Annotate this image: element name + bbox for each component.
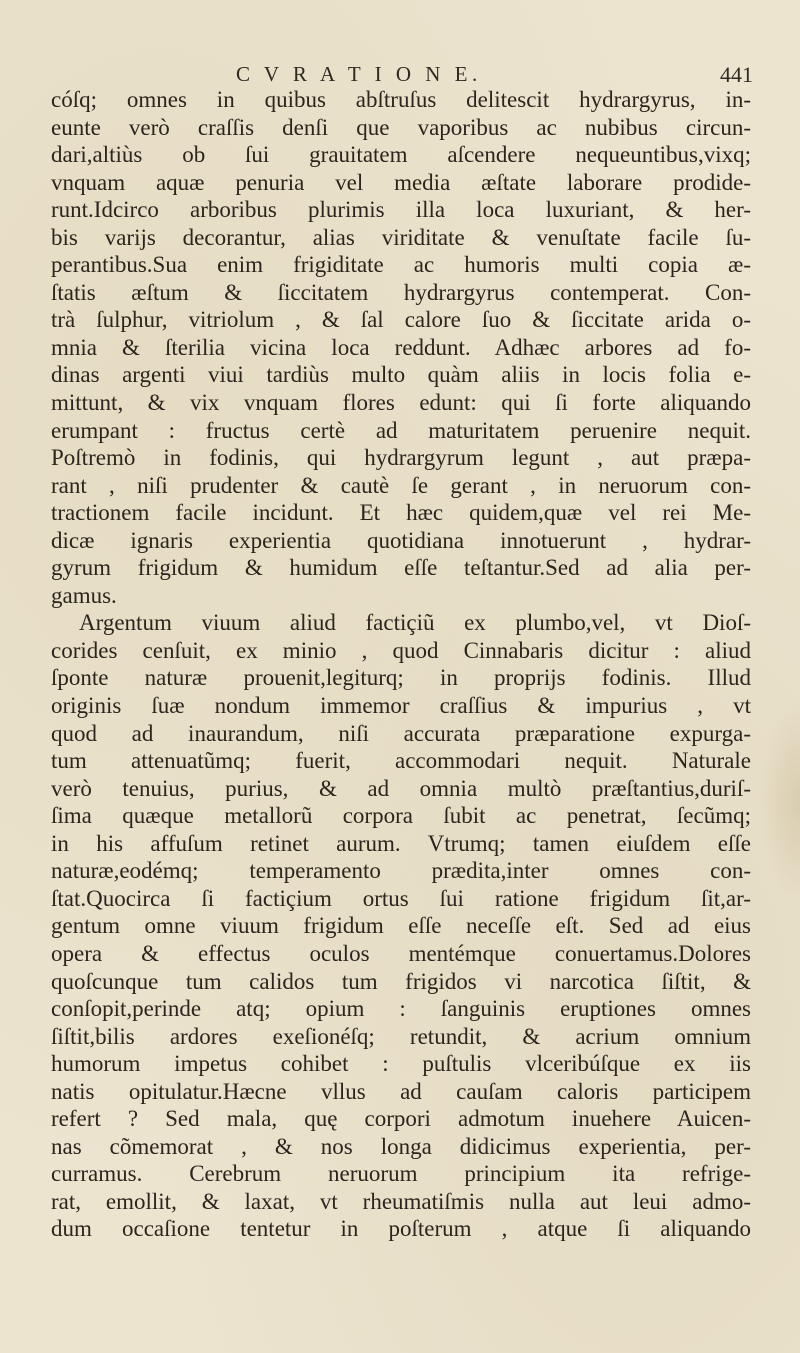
text-line: mittunt, & vix vnquam flores edunt: qui ſi forte aliquando — [51, 390, 751, 416]
text-line: quoſcunque tum calidos tum frigidos vi narcotica ſiſtit, & — [51, 968, 751, 994]
text-line: bis varijs decorantur, alias viriditate & venuſtate facile ſu- — [51, 224, 751, 250]
text-line: curramus. Cerebrum neruorum principium ita refrige- — [51, 1161, 751, 1187]
text-line: vnquam aquæ penuria vel media æſtate laborare prodide- — [51, 169, 751, 195]
text-line: humorum impetus cohibet : puſtulis vlceribúſque ex iis — [51, 1051, 751, 1077]
paper-stain — [760, 700, 800, 900]
text-line: perantibus.Sua enim frigiditate ac humoris multi copia æ- — [51, 252, 751, 278]
text-line: Poſtremò in fodinis, qui hydrargyrum legunt , aut præpa- — [51, 445, 751, 471]
text-line: naturæ,eodémq; temperamento prædita,inter omnes con- — [51, 858, 751, 884]
text-line: tum attenuatũmq; fuerit, accommodari nequit. Naturale — [51, 748, 751, 774]
text-line: cóſq; omnes in quibus abſtruſus delitescit hydrargyrus, in- — [51, 87, 751, 112]
text-line: trà ſulphur, vitriolum , & ſal calore ſuo & ſiccitate arida o- — [51, 307, 751, 333]
text-line: nas cõmemorat , & nos longa didicimus experientia, per- — [51, 1133, 751, 1159]
text-line: ſiſtit,bilis ardores exeſionéſq; retundit, & acrium omnium — [51, 1023, 751, 1049]
text-line: originis ſuæ nondum immemor craſſius & impurius , vt — [51, 693, 751, 719]
text-line: conſopit,perinde atq; opium : ſanguinis eruptiones omnes — [51, 996, 751, 1022]
text-line: ſtatis æſtum & ſiccitatem hydrargyrus contemperat. Con- — [51, 279, 751, 305]
text-line: gentum omne viuum frigidum eſſe neceſſe eſt. Sed ad eius — [51, 913, 751, 939]
text-line: corides cenſuit, ex minio , quod Cinnabaris dicitur : aliud — [51, 637, 751, 663]
text-line: in his affuſum retinet aurum. Vtrumq; tamen eiuſdem eſſe — [51, 830, 751, 856]
running-head: C V R A T I O N E. — [236, 62, 482, 86]
text-line: rant , niſi prudenter & cautè ſe gerant , in neruorum con- — [51, 472, 751, 498]
text-line: quod ad inaurandum, niſi accurata præparatione expurga- — [51, 720, 751, 746]
text-line: opera & effectus oculos mentémque conuertamus.Dolores — [51, 940, 751, 966]
text-line: ſponte naturæ prouenit,legiturq; in proprijs fodinis. Illud — [51, 665, 751, 691]
text-line: rat, emollit, & laxat, vt rheumatiſmis nulla aut leui admo- — [51, 1188, 751, 1214]
page-number: 441 — [720, 62, 753, 87]
text-line: runt.Idcirco arboribus plurimis illa loca luxuriant, & her- — [51, 197, 751, 223]
text-line: eunte verò craſſis denſi que vaporibus ac nubibus circun- — [51, 114, 751, 140]
text-line: verò tenuius, purius, & ad omnia multò præſtantius,duriſ- — [51, 775, 751, 801]
text-line: erumpant : fructus certè ad maturitatem peruenire nequit. — [51, 417, 751, 443]
text-line: tractionem facile incidunt. Et hæc quidem,quæ vel rei Me- — [51, 500, 751, 526]
text-line: dari,altiùs ob ſui grauitatem aſcendere nequeuntibus,vixq; — [51, 142, 751, 168]
text-line: dum occaſione tentetur in poſterum , atque ſi aliquando — [51, 1216, 751, 1242]
text-line: gyrum frigidum & humidum eſſe teſtantur.Sed ad alia per- — [51, 555, 751, 581]
text-line: Argentum viuum aliud factiçiũ ex plumbo,vel, vt Dioſ- — [79, 610, 751, 636]
text-line: ſtat.Quocirca ſi factiçium ortus ſui ratione frigidum ſit,ar- — [51, 885, 751, 911]
text-line: dinas argenti viui tardiùs multo quàm aliis in locis folia e- — [51, 362, 751, 388]
text-line: mnia & ſterilia vicina loca reddunt. Adhæc arbores ad fo- — [51, 334, 751, 360]
text-line: dicæ ignaris experientia quotidiana innotuerunt , hydrar- — [51, 527, 751, 553]
text-line: ſima quæque metallorũ corpora ſubit ac penetrat, ſecũmq; — [51, 803, 751, 829]
text-line: gamus. — [51, 582, 117, 608]
text-line: natis opitulatur.Hæcne vllus ad cauſam caloris participem — [51, 1078, 751, 1104]
text-line: refert ? Sed mala, quę corpori admotum inuehere Auicen- — [51, 1106, 751, 1132]
body-text — [51, 86, 751, 1243]
